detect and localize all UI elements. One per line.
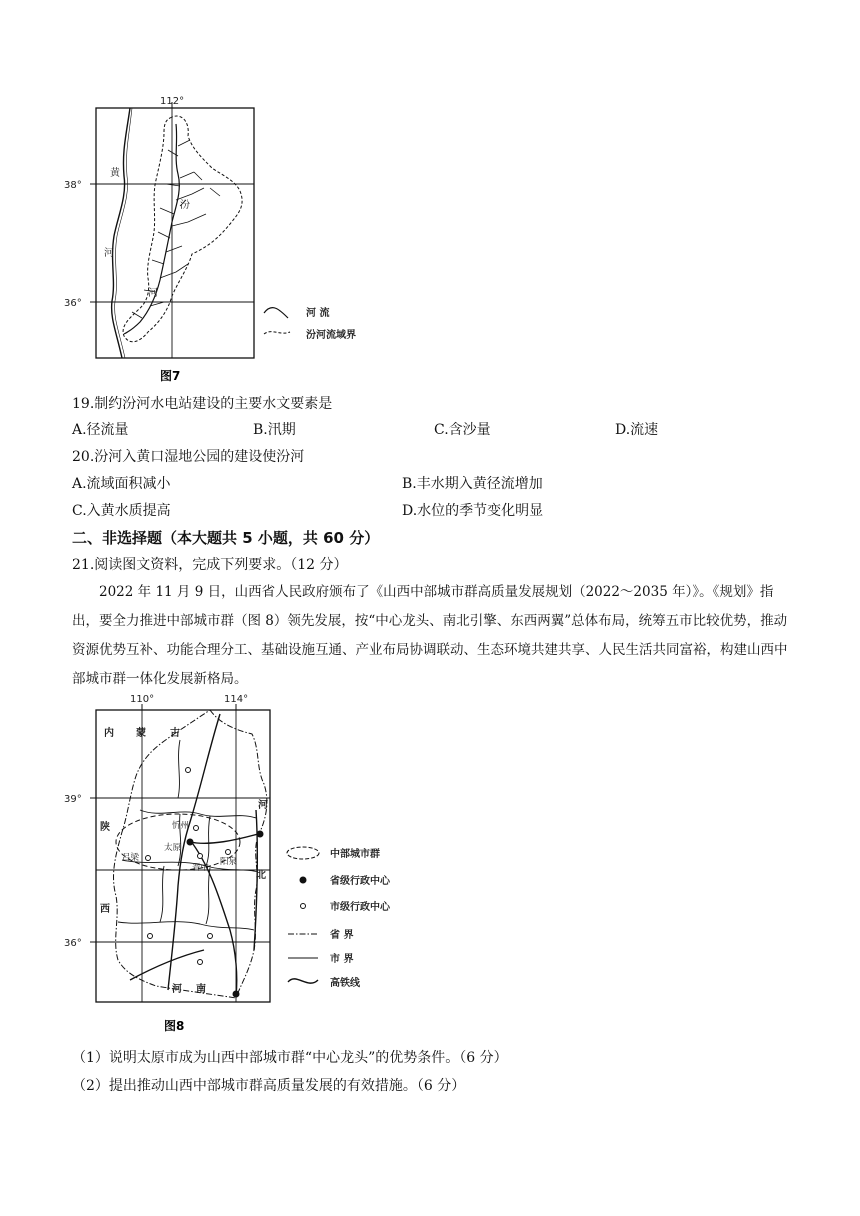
fig8-lat-bottom-label: 36° <box>64 938 82 949</box>
option-d[interactable]: D.流速 <box>615 422 659 438</box>
fig8-lat-top-label: 39° <box>64 794 82 805</box>
river-char: 河 <box>148 288 158 299</box>
legend-label: 汾河流域界 <box>306 330 356 341</box>
city-label: 晋中 <box>192 863 210 873</box>
legend-label: 省级行政中心 <box>330 876 390 887</box>
high-speed-rail-legend-icon <box>288 979 318 983</box>
region-label: 古 <box>170 728 180 739</box>
city-cluster-legend-icon <box>287 847 319 859</box>
provincial-capital-dot <box>233 991 240 998</box>
option-d[interactable]: D.水位的季节变化明显 <box>402 503 544 519</box>
question-21-paragraph: 2022 年 11 月 9 日，山西省人民政府颁布了《山西中部城市群高质量发展规划（2022～2035 年）》。《规划》指出，要全力推进中部城市群（图 8）领先发展，按“中心龙头、南北引擎、东西两翼”总体布局，统筹五市比较优势，推动资源优势互补、功能合理分工、基础设施互通、产业布局协调联动、生态环境共建共享、人民生活共同富裕，构建山西中部城市群一体化发展新格局。 <box>72 584 788 687</box>
fig7-lat-bottom-label: 36° <box>64 298 82 309</box>
city-label: 吕梁 <box>122 853 140 863</box>
fenhe-basin-map <box>60 96 380 386</box>
figure-7 <box>60 96 380 386</box>
city-center-circle <box>208 934 213 939</box>
river-char: 河 <box>104 248 114 259</box>
city-center-circle <box>186 768 191 773</box>
question-21-stem: 21.阅读图文资料，完成下列要求。（12 分） <box>72 557 348 573</box>
legend-label: 高铁线 <box>330 978 360 989</box>
river-legend-icon <box>264 308 288 318</box>
question-19-stem: 19.制约汾河水电站建设的主要水文要素是 <box>72 396 333 412</box>
fig7-lon-label: 112° <box>160 96 185 107</box>
figure-8 <box>60 690 420 1035</box>
option-c[interactable]: C.入黄水质提高 <box>72 503 171 519</box>
option-a[interactable]: A.流域面积减小 <box>72 476 171 492</box>
city-center-circle <box>198 960 203 965</box>
city-center-circle <box>146 856 151 861</box>
legend-label: 中部城市群 <box>330 849 380 860</box>
river-char: 汾 <box>180 200 190 211</box>
city-label: 太原 <box>164 843 182 853</box>
city-center-circle <box>194 826 199 831</box>
city-label: 忻州 <box>172 821 190 831</box>
region-label: 南 <box>196 984 206 995</box>
shanxi-city-cluster-map <box>60 690 420 1035</box>
city-center-legend-icon <box>301 904 306 909</box>
question-20-stem: 20.汾河入黄口湿地公园的建设使汾河 <box>72 449 305 465</box>
fig8-lon-right-label: 114° <box>224 694 249 705</box>
legend-label: 市级行政中心 <box>330 902 390 913</box>
figure-caption: 图7 <box>160 369 181 383</box>
provincial-capital-dot <box>257 831 264 838</box>
option-c[interactable]: C.含沙量 <box>434 422 491 438</box>
question-21-sub-2: （2）提出推动山西中部城市群高质量发展的有效措施。（6 分） <box>72 1078 466 1094</box>
city-center-circle <box>198 854 203 859</box>
region-label: 北 <box>256 870 266 881</box>
basin-boundary-path <box>123 116 242 342</box>
fig8-lon-left-label: 110° <box>130 694 155 705</box>
question-21-sub-1: （1）说明太原市成为山西中部城市群“中心龙头”的优势条件。（6 分） <box>72 1050 508 1066</box>
provincial-capital-dot <box>187 839 194 846</box>
option-b[interactable]: B.汛期 <box>253 422 296 438</box>
region-label: 内 <box>104 728 114 739</box>
region-label: 河 <box>258 800 268 811</box>
city-center-circle <box>226 850 231 855</box>
section-heading: 二、非选择题（本大题共 5 小题，共 60 分） <box>72 529 380 547</box>
option-a[interactable]: A.径流量 <box>72 422 129 438</box>
region-label: 蒙 <box>136 728 146 739</box>
region-label: 陕 <box>100 822 110 833</box>
legend-label: 省 界 <box>330 930 354 941</box>
legend-label: 市 界 <box>330 954 354 965</box>
provincial-capital-legend-icon <box>300 877 307 884</box>
fig7-lat-top-label: 38° <box>64 180 82 191</box>
fen-river-path <box>124 124 179 334</box>
river-char: 黄 <box>110 168 120 179</box>
option-b[interactable]: B.丰水期入黄径流增加 <box>402 476 543 492</box>
region-label: 西 <box>100 904 110 915</box>
city-center-circle <box>148 934 153 939</box>
region-label: 河 <box>172 984 182 995</box>
figure-caption: 图8 <box>164 1019 185 1033</box>
basin-boundary-legend-icon <box>264 332 290 334</box>
legend-label: 河 流 <box>306 308 330 319</box>
city-label: 阳泉 <box>220 857 238 867</box>
